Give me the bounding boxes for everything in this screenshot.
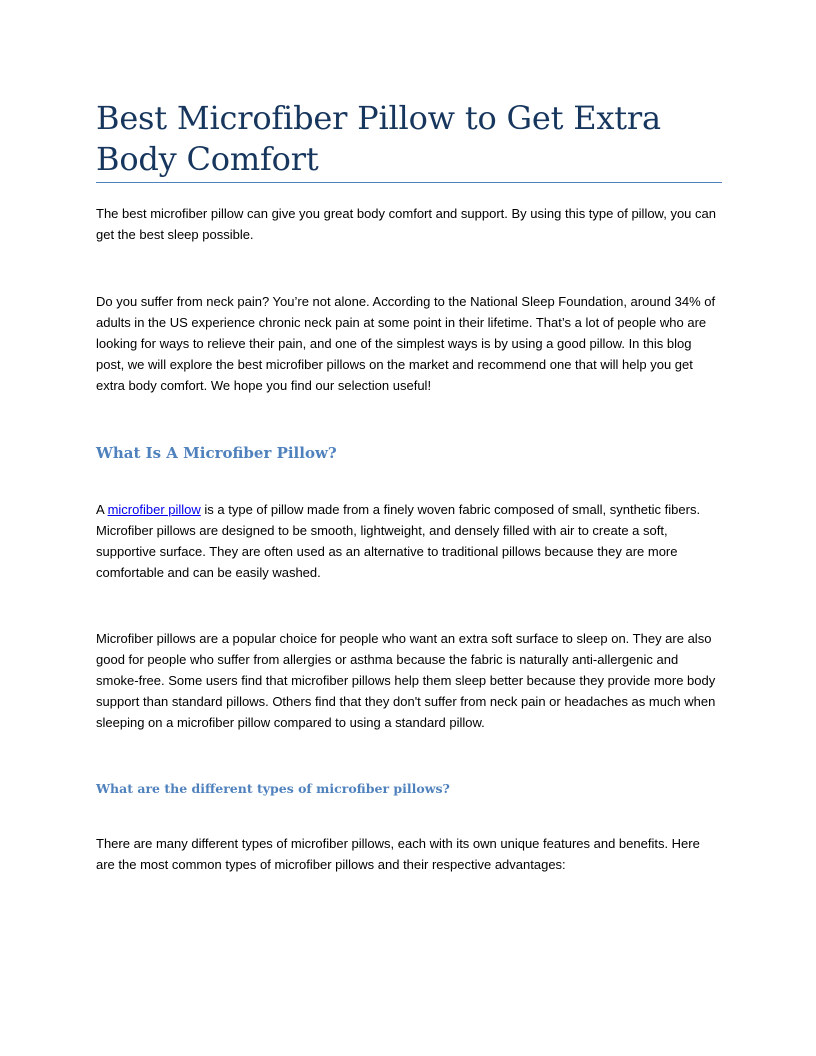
heading-types-of-microfiber-pillows: What are the different types of microfiber pillows? [96,781,450,796]
popular-choice-paragraph: Microfiber pillows are a popular choice for people who want an extra soft surface to sleep on. They are also good for people who suffer from allergies or asthma because the fabric is naturally anti-allergenic and smoke-free. Some users find that microfiber pillows help them sleep better because they provide more body support than standard pillows. Others find that they don't suffer from neck pain or headaches as much when sleeping on a microfiber pillow compared to using a standard pillow. [96,631,716,730]
types-intro-paragraph: There are many different types of microfiber pillows, each with its own unique features and benefits. Here are the most common types of microfiber pillows and their respective advantages: [96,836,700,872]
definition-prefix: A [96,502,108,517]
page-title: Best Microfiber Pillow to Get Extra Body Comfort [96,99,661,178]
neck-pain-paragraph: Do you suffer from neck pain? You’re not alone. According to the National Sleep Foundation, around 34% of adults in the US experience chronic neck pain at some point in their lifetime. That’s a lot of people who are looking for ways to relieve their pain, and one of the simplest ways is by using a good pillow. In this blog post, we will explore the best microfiber pillows on the market and recommend one that will help you get extra body comfort. We hope you find our selection useful! [96,294,716,393]
heading-what-is-microfiber-pillow: What Is A Microfiber Pillow? [96,444,337,462]
intro-paragraph: The best microfiber pillow can give you great body comfort and support. By using this type of pillow, you can get the best sleep possible. [96,206,716,242]
definition-paragraph [96,499,722,583]
microfiber-pillow-link[interactable]: microfiber pillow [107,502,201,517]
title-underline [96,182,722,183]
definition-text: is a type of pillow made from a finely woven fabric composed of small, synthetic fibers. Microfiber pillows are designed to be smooth, lightweight, and densely filled with air to create a soft, supportive surface. They are often used as an alternative to traditional pillows because they are more comfortable and can be easily washed. [96,502,701,580]
